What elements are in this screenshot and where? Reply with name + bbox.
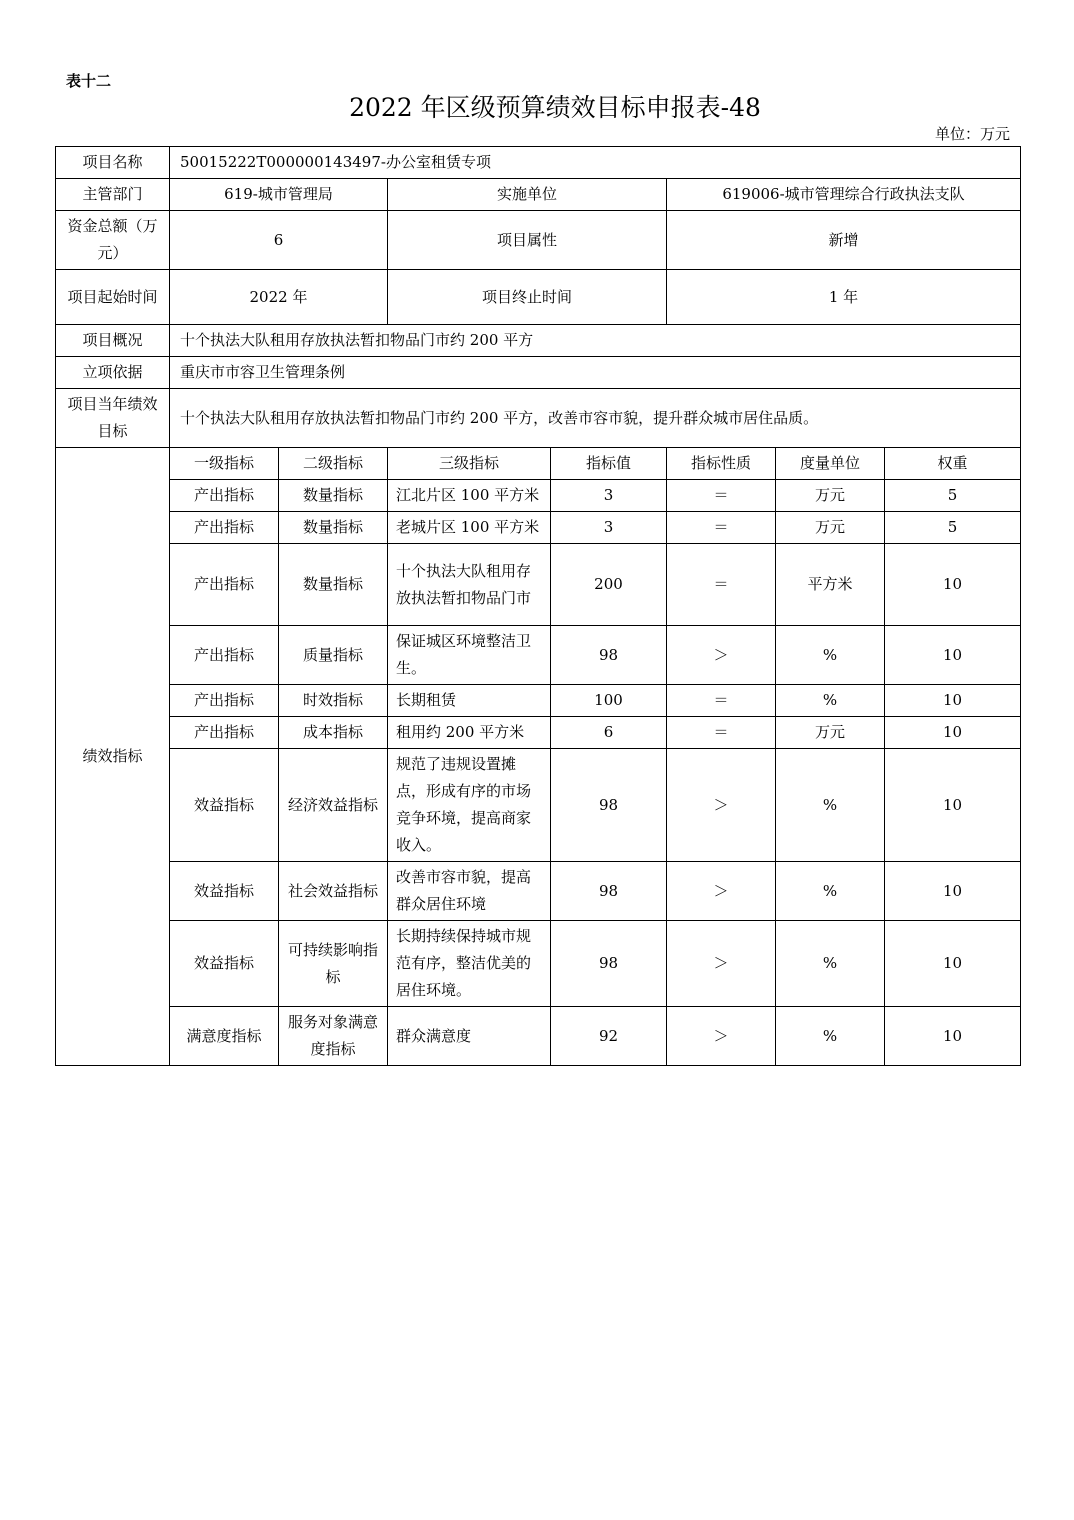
implementing-unit-value: 619006-城市管理综合行政执法支队 (667, 179, 1021, 211)
end-time-label: 项目终止时间 (388, 270, 667, 325)
level1-indicator: 满意度指标 (170, 1007, 279, 1066)
column-header: 二级指标 (279, 448, 388, 480)
weight: 10 (885, 749, 1021, 862)
level3-indicator: 十个执法大队租用存放执法暂扣物品门市 (388, 544, 551, 626)
measure-unit: % (776, 862, 885, 921)
indicator-value: 98 (551, 862, 667, 921)
indicator-nature: ＞ (667, 921, 776, 1007)
annual-goal-value: 十个执法大队租用存放执法暂扣物品门市约 200 平方，改善市容市貌，提升群众城市居住品质。 (170, 389, 1021, 448)
department-label: 主管部门 (56, 179, 170, 211)
table-row (56, 1007, 1021, 1066)
overview-value: 十个执法大队租用存放执法暂扣物品门市约 200 平方 (170, 325, 1021, 357)
level1-indicator: 效益指标 (170, 862, 279, 921)
table-row (56, 862, 1021, 921)
end-time-value: 1 年 (667, 270, 1021, 325)
level2-indicator: 成本指标 (279, 717, 388, 749)
level3-indicator: 规范了违规设置摊点，形成有序的市场竞争环境，提高商家收入。 (388, 749, 551, 862)
indicator-nature: ＝ (667, 717, 776, 749)
level3-indicator: 江北片区 100 平方米 (388, 480, 551, 512)
level1-indicator: 效益指标 (170, 921, 279, 1007)
indicator-nature: ＞ (667, 626, 776, 685)
level3-indicator: 老城片区 100 平方米 (388, 512, 551, 544)
level3-indicator: 保证城区环境整洁卫生。 (388, 626, 551, 685)
weight: 10 (885, 921, 1021, 1007)
column-header: 指标性质 (667, 448, 776, 480)
project-attribute-label: 项目属性 (388, 211, 667, 270)
indicator-value: 3 (551, 512, 667, 544)
indicator-nature: ＞ (667, 862, 776, 921)
table-number: 表十二 (66, 72, 112, 90)
start-time-value: 2022 年 (170, 270, 388, 325)
table-row (56, 544, 1021, 626)
measure-unit: 平方米 (776, 544, 885, 626)
table-row (56, 480, 1021, 512)
level2-indicator: 数量指标 (279, 512, 388, 544)
measure-unit: % (776, 685, 885, 717)
budget-target-table (55, 146, 1021, 1066)
indicator-value: 100 (551, 685, 667, 717)
level2-indicator: 社会效益指标 (279, 862, 388, 921)
period-row (56, 270, 1021, 325)
level2-indicator: 经济效益指标 (279, 749, 388, 862)
weight: 10 (885, 1007, 1021, 1066)
indicator-value: 98 (551, 626, 667, 685)
level3-indicator: 租用约 200 平方米 (388, 717, 551, 749)
indicator-nature: ＝ (667, 480, 776, 512)
level1-indicator: 产出指标 (170, 685, 279, 717)
measure-unit: 万元 (776, 480, 885, 512)
measure-unit: 万元 (776, 512, 885, 544)
weight: 10 (885, 626, 1021, 685)
indicator-value: 98 (551, 749, 667, 862)
table-row (56, 717, 1021, 749)
overview-label: 项目概况 (56, 325, 170, 357)
column-header: 度量单位 (776, 448, 885, 480)
weight: 10 (885, 544, 1021, 626)
measure-unit: 万元 (776, 717, 885, 749)
weight: 5 (885, 512, 1021, 544)
table-row (56, 921, 1021, 1007)
indicator-value: 92 (551, 1007, 667, 1066)
weight: 10 (885, 862, 1021, 921)
level2-indicator: 时效指标 (279, 685, 388, 717)
basis-value: 重庆市市容卫生管理条例 (170, 357, 1021, 389)
level1-indicator: 产出指标 (170, 512, 279, 544)
level1-indicator: 产出指标 (170, 544, 279, 626)
start-time-label: 项目起始时间 (56, 270, 170, 325)
level2-indicator: 质量指标 (279, 626, 388, 685)
column-header: 权重 (885, 448, 1021, 480)
level2-indicator: 可持续影响指标 (279, 921, 388, 1007)
indicator-header-row (56, 448, 1021, 480)
level2-indicator: 数量指标 (279, 480, 388, 512)
level1-indicator: 产出指标 (170, 626, 279, 685)
indicator-nature: ＝ (667, 512, 776, 544)
measure-unit: % (776, 1007, 885, 1066)
project-name-row (56, 147, 1021, 179)
indicator-value: 200 (551, 544, 667, 626)
level3-indicator: 改善市容市貌，提高群众居住环境 (388, 862, 551, 921)
document-title: 2022 年区级预算绩效目标申报表-48 (349, 93, 761, 122)
table-row (56, 626, 1021, 685)
annual-goal-row (56, 389, 1021, 448)
column-header: 一级指标 (170, 448, 279, 480)
level1-indicator: 产出指标 (170, 717, 279, 749)
indicator-nature: ＞ (667, 749, 776, 862)
column-header: 指标值 (551, 448, 667, 480)
level2-indicator: 服务对象满意度指标 (279, 1007, 388, 1066)
indicator-nature: ＝ (667, 685, 776, 717)
level2-indicator: 数量指标 (279, 544, 388, 626)
measure-unit: % (776, 921, 885, 1007)
level3-indicator: 长期租赁 (388, 685, 551, 717)
weight: 10 (885, 717, 1021, 749)
indicator-section-label: 绩效指标 (56, 448, 170, 1066)
annual-goal-label: 项目当年绩效目标 (56, 389, 170, 448)
level1-indicator: 产出指标 (170, 480, 279, 512)
measure-unit: % (776, 626, 885, 685)
level3-indicator: 长期持续保持城市规范有序，整洁优美的居住环境。 (388, 921, 551, 1007)
overview-row (56, 325, 1021, 357)
unit-label: 单位：万元 (934, 125, 1010, 143)
basis-label: 立项依据 (56, 357, 170, 389)
table-row (56, 685, 1021, 717)
table-row (56, 512, 1021, 544)
indicator-nature: ＝ (667, 544, 776, 626)
fund-total-value: 6 (170, 211, 388, 270)
table-row (56, 749, 1021, 862)
fund-row (56, 211, 1021, 270)
measure-unit: % (776, 749, 885, 862)
fund-total-label: 资金总额（万元） (56, 211, 170, 270)
project-name-label: 项目名称 (56, 147, 170, 179)
project-attribute-value: 新增 (667, 211, 1021, 270)
indicator-nature: ＞ (667, 1007, 776, 1066)
weight: 5 (885, 480, 1021, 512)
weight: 10 (885, 685, 1021, 717)
implementing-unit-label: 实施单位 (388, 179, 667, 211)
level1-indicator: 效益指标 (170, 749, 279, 862)
department-value: 619-城市管理局 (170, 179, 388, 211)
indicator-value: 98 (551, 921, 667, 1007)
level3-indicator: 群众满意度 (388, 1007, 551, 1066)
indicator-value: 6 (551, 717, 667, 749)
indicator-value: 3 (551, 480, 667, 512)
department-row (56, 179, 1021, 211)
column-header: 三级指标 (388, 448, 551, 480)
basis-row (56, 357, 1021, 389)
project-name-value: 50015222T000000143497-办公室租赁专项 (170, 147, 1021, 179)
